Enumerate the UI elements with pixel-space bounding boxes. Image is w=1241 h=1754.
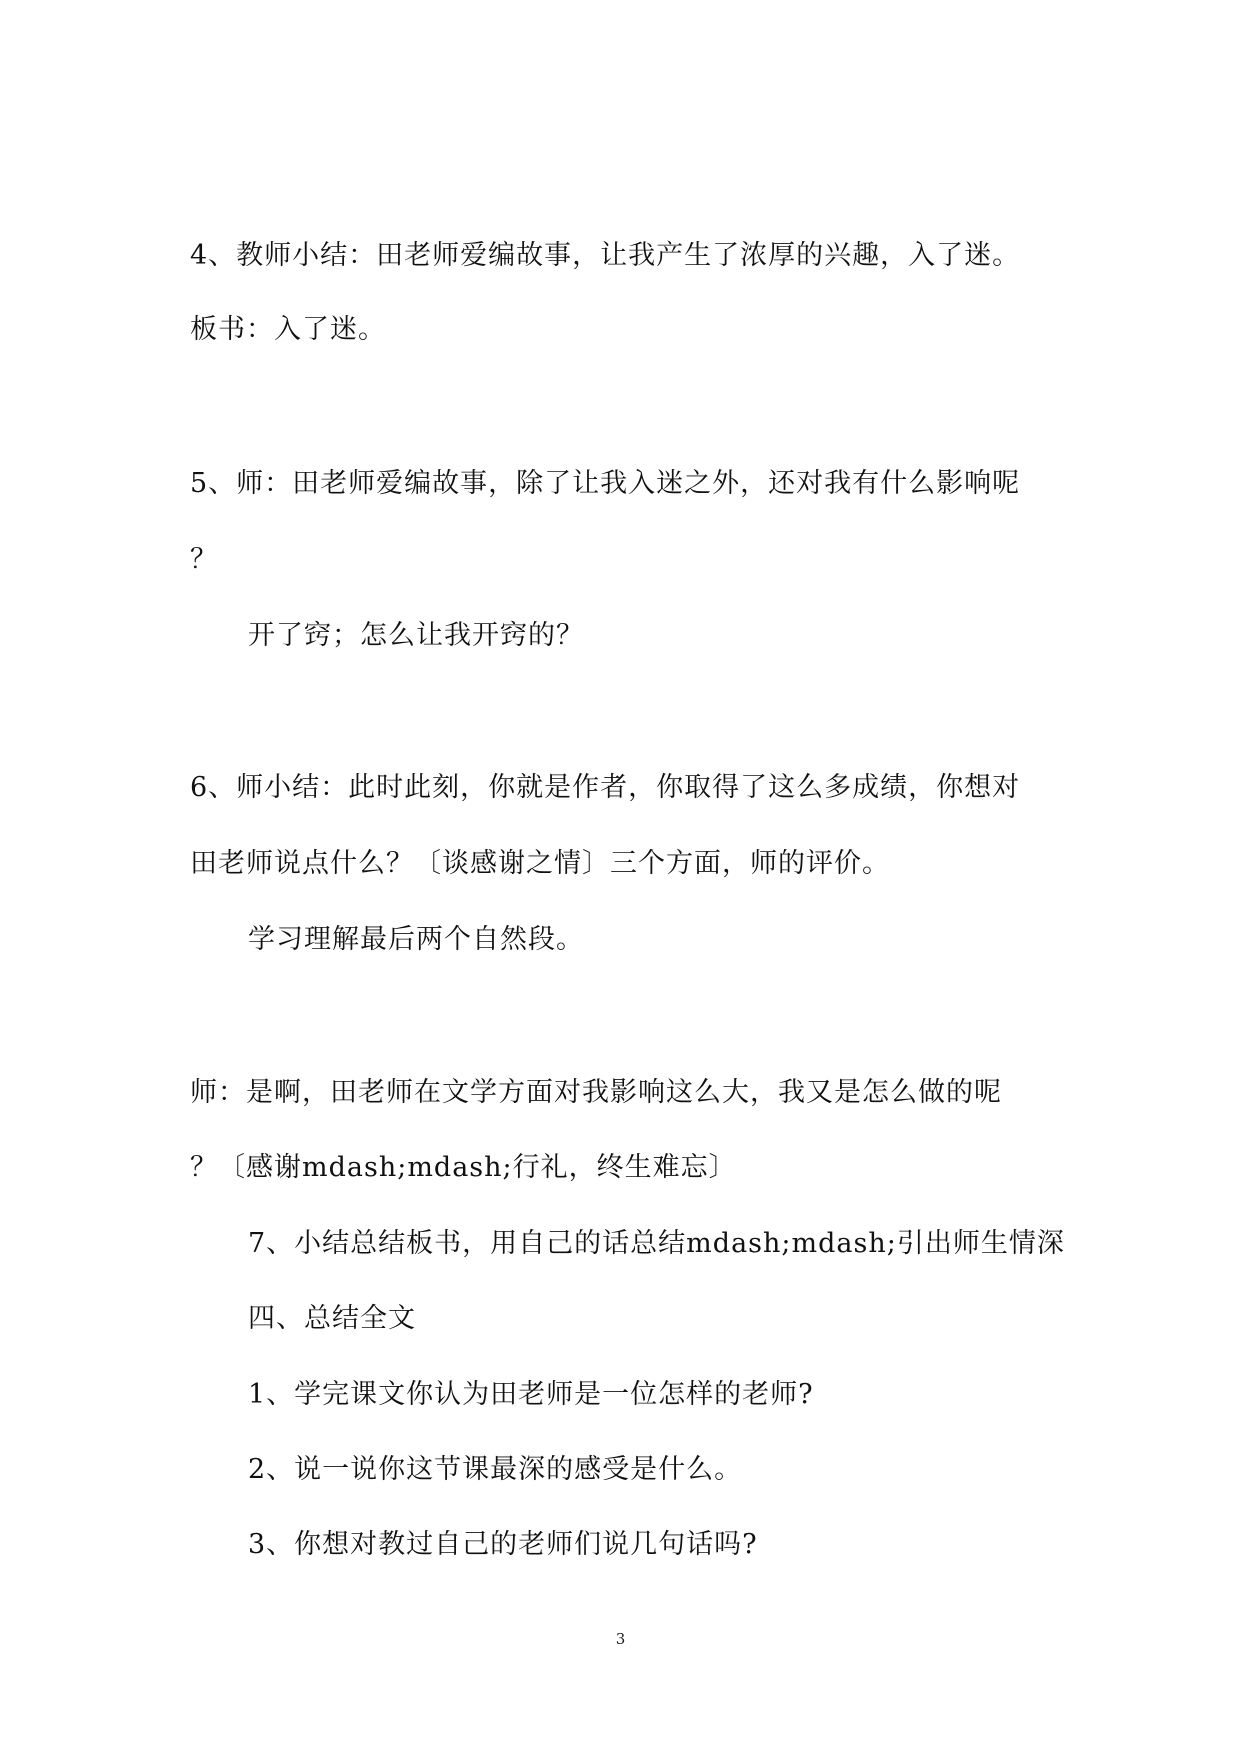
text-line: 2、说一说你这节课最深的感受是什么。: [248, 1454, 743, 1485]
page-number: 3: [615, 1630, 626, 1648]
text-line: 师：是啊，田老师在文学方面对我影响这么大，我又是怎么做的呢: [190, 1077, 1002, 1108]
text-line: 开了窍；怎么让我开窍的？: [248, 620, 584, 651]
text-line: 7、小结总结板书，用自己的话总结mdash;mdash;引出师生情深: [248, 1228, 1065, 1259]
text-line: 1、学完课文你认为田老师是一位怎样的老师?: [248, 1379, 814, 1410]
text-line: ？: [190, 544, 218, 575]
text-line: 学习理解最后两个自然段。: [248, 924, 584, 955]
text-line: 板书：入了迷。: [190, 314, 386, 345]
text-line: ？〔感谢mdash;mdash;行礼，终生难忘〕: [190, 1152, 737, 1183]
text-line: 5、师：田老师爱编故事，除了让我入迷之外，还对我有什么影响呢: [190, 468, 1021, 499]
text-line: 4、教师小结：田老师爱编故事，让我产生了浓厚的兴趣，入了迷。: [190, 240, 1021, 271]
section-heading: 四、总结全文: [248, 1303, 416, 1334]
text-line: 3、你想对教过自己的老师们说几句话吗?: [248, 1529, 758, 1560]
text-line: 田老师说点什么？〔谈感谢之情〕三个方面，师的评价。: [190, 848, 890, 879]
text-line: 6、师小结：此时此刻，你就是作者，你取得了这么多成绩，你想对: [190, 772, 1021, 803]
